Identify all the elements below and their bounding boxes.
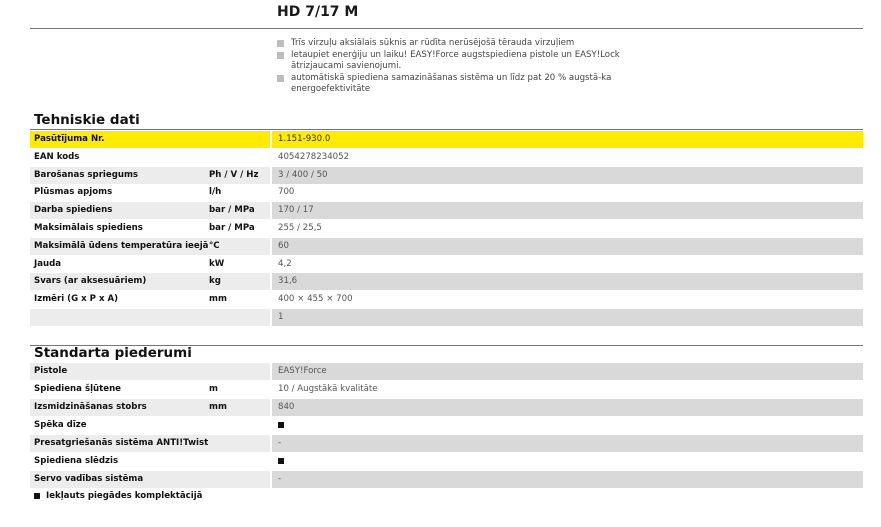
- row-value: 3 / 400 / 50: [272, 167, 863, 184]
- table-row: [30, 131, 863, 148]
- row-unit: l/h: [209, 187, 222, 198]
- row-label: Maksimālā ūdens temperatūra ieejā: [30, 238, 270, 255]
- feature-list: [277, 38, 637, 96]
- row-value: [272, 417, 863, 434]
- table-row: [30, 453, 863, 470]
- row-label: Izmēri (G x P x A): [34, 294, 119, 305]
- row-unit: bar / MPa: [209, 202, 270, 219]
- row-label: Maksimālais spiediens: [34, 223, 143, 233]
- row-label: EAN kods: [34, 151, 80, 162]
- row-label: Izsmidzināšanas stobrs: [30, 399, 270, 416]
- row-unit: [209, 435, 270, 452]
- table-row: [30, 291, 863, 308]
- included-square-icon: [34, 493, 40, 499]
- row-value: 60: [272, 238, 863, 255]
- row-value: 4,2: [278, 258, 292, 269]
- row-value: 255 / 25,5: [278, 223, 322, 233]
- row-label: Spiediena slēdzis: [34, 456, 119, 466]
- row-label: Barošanas spriegums: [30, 167, 270, 184]
- row-value: 840: [272, 399, 863, 416]
- table-row: [30, 471, 863, 488]
- row-unit: mm: [209, 399, 270, 416]
- table-row: [30, 399, 863, 416]
- row-value: 4054278234052: [278, 151, 350, 162]
- row-unit: kg: [209, 273, 270, 290]
- tech-section-title: Tehniskie dati: [34, 112, 140, 128]
- table-row: [30, 238, 863, 255]
- row-value: 170 / 17: [272, 202, 863, 219]
- row-label: Darba spiediens: [30, 202, 270, 219]
- row-label: Svars (ar aksesuāriem): [30, 273, 270, 290]
- table-row: [30, 309, 863, 326]
- table-row: [30, 220, 863, 237]
- row-value: 31,6: [272, 273, 863, 290]
- table-row: [30, 149, 863, 166]
- feature-item: automātiskā spiediena samazināšanas sistēma un līdz pat 20 % augstā-ka energoefektivitāte: [277, 73, 637, 96]
- row-unit: m: [209, 384, 218, 394]
- feature-item: Trīs virzuļu aksiālais sūknis ar rūdīta nerūsējošā tērauda virzuļiem: [277, 38, 637, 50]
- title-divider: [30, 28, 863, 29]
- row-label: Jauda: [34, 258, 62, 269]
- row-label: Presatgriešanās sistēma ANTI!Twist: [30, 435, 270, 452]
- row-unit: [209, 131, 270, 148]
- table-row: [30, 435, 863, 452]
- row-value: [272, 453, 863, 470]
- row-unit: bar / MPa: [209, 223, 255, 233]
- table-row: [30, 363, 863, 380]
- row-value: 700: [278, 187, 295, 198]
- row-value: EASY!Force: [272, 363, 863, 380]
- row-label: Pistole: [30, 363, 270, 380]
- bullet-square-icon: [277, 75, 284, 82]
- row-unit: [209, 363, 270, 380]
- row-value: 1: [272, 309, 863, 326]
- row-value: -: [272, 435, 863, 452]
- row-unit: kW: [209, 258, 225, 269]
- row-unit: mm: [209, 294, 227, 305]
- footnote: Iekļauts piegādes komplektācijā: [34, 491, 202, 501]
- feature-item: Ietaupiet enerģiju un laiku! EASY!Force augstspiediena pistole un EASY!Lock ātrizjaucami savienojumi.: [277, 50, 637, 73]
- row-label: Spiediena šļūtene: [34, 384, 122, 394]
- row-value: 400 × 455 × 700: [278, 294, 353, 305]
- product-title: HD 7/17 M: [277, 4, 359, 20]
- row-unit: [209, 471, 270, 488]
- included-square-icon: [278, 422, 284, 428]
- row-label: Pasūtījuma Nr.: [30, 131, 270, 148]
- tech-divider: [30, 129, 863, 130]
- row-label: Spēka dīze: [34, 420, 87, 430]
- row-label: Servo vadības sistēma: [30, 471, 270, 488]
- table-row: [30, 202, 863, 219]
- table-row: [30, 167, 863, 184]
- bullet-square-icon: [277, 52, 284, 59]
- row-unit: [209, 309, 270, 326]
- row-value: 10 / Augstākā kvalitāte: [278, 384, 378, 394]
- table-row: [30, 273, 863, 290]
- row-unit: [209, 149, 270, 166]
- row-value: -: [272, 471, 863, 488]
- row-value: 1.151-930.0: [272, 131, 863, 148]
- included-square-icon: [278, 458, 284, 464]
- accessories-section-title: Standarta piederumi: [34, 345, 192, 361]
- row-label: Plūsmas apjoms: [34, 187, 113, 198]
- row-unit: [209, 453, 270, 470]
- table-row: [30, 256, 863, 273]
- table-row: [30, 184, 863, 201]
- table-row: [30, 381, 863, 398]
- row-unit: [209, 417, 270, 434]
- row-unit: °C: [209, 238, 270, 255]
- bullet-square-icon: [277, 40, 284, 47]
- row-unit: Ph / V / Hz: [209, 167, 270, 184]
- table-row: [30, 417, 863, 434]
